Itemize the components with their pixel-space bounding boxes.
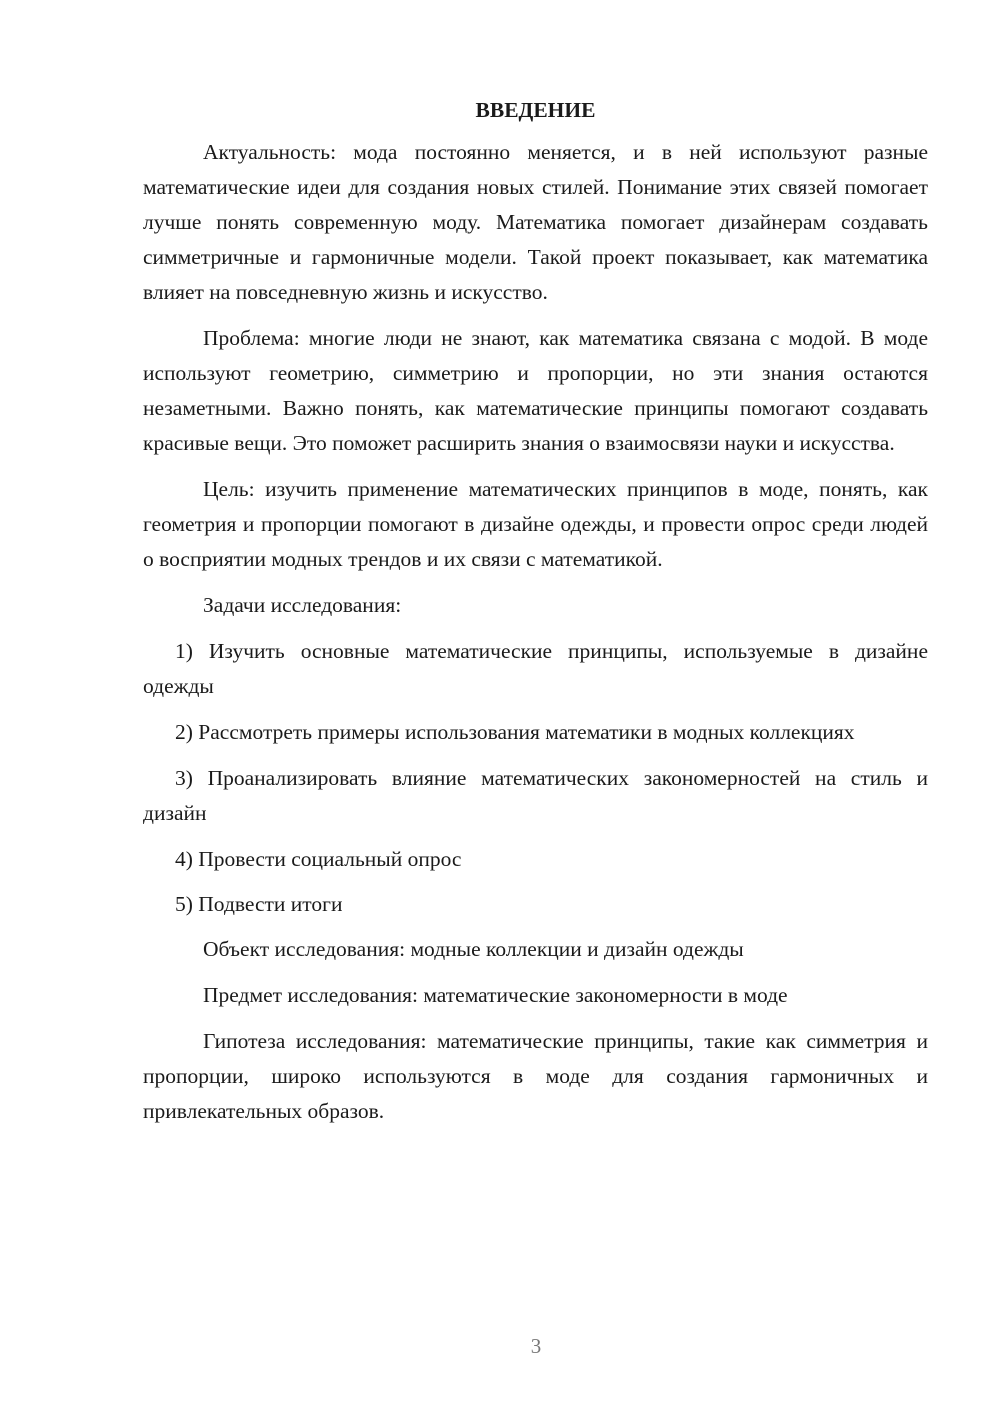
- problem-paragraph: Проблема: многие люди не знают, как математика связана с модой. В моде используют геометрию, симметрию и пропорции, но эти знания остаются незаметными. Важно понять, как математические принципы помогают создавать красивые вещи. Это поможет расширить знания о взаимосвязи науки и искусства.: [143, 326, 928, 455]
- task-item: 1) Изучить основные математические принципы, используемые в дизайне одежды: [143, 639, 928, 698]
- page-number: 3: [530, 1334, 542, 1358]
- subject-paragraph: Предмет исследования: математические закономерности в моде: [203, 983, 788, 1007]
- task-item: 5) Подвести итоги: [175, 892, 343, 916]
- page-content: [143, 93, 928, 1140]
- hypothesis-paragraph: Гипотеза исследования: математические принципы, такие как симметрия и пропорции, широко используются в моде для создания гармоничных и привлекательных образов.: [143, 1029, 928, 1123]
- section-title: ВВЕДЕНИЕ: [475, 98, 596, 122]
- task-item: 2) Рассмотреть примеры использования математики в модных коллекциях: [175, 720, 855, 744]
- tasks-heading: Задачи исследования:: [203, 593, 402, 617]
- object-paragraph: Объект исследования: модные коллекции и дизайн одежды: [203, 937, 744, 961]
- relevance-paragraph: Актуальность: мода постоянно меняется, и в ней используют разные математические идеи для создания новых стилей. Понимание этих связей помогает лучше понять современную моду. Математика помогает дизайнерам создавать симметричные и гармоничные модели. Такой проект показывает, как математика влияет на повседневную жизнь и искусство.: [143, 140, 928, 304]
- task-item: 4) Провести социальный опрос: [175, 847, 462, 871]
- task-item: 3) Проанализировать влияние математических закономерностей на стиль и дизайн: [143, 766, 928, 825]
- goal-paragraph: Цель: изучить применение математических принципов в моде, понять, как геометрия и пропорции помогают в дизайне одежды, и провести опрос среди людей о восприятии модных трендов и их связи с математикой.: [143, 477, 928, 571]
